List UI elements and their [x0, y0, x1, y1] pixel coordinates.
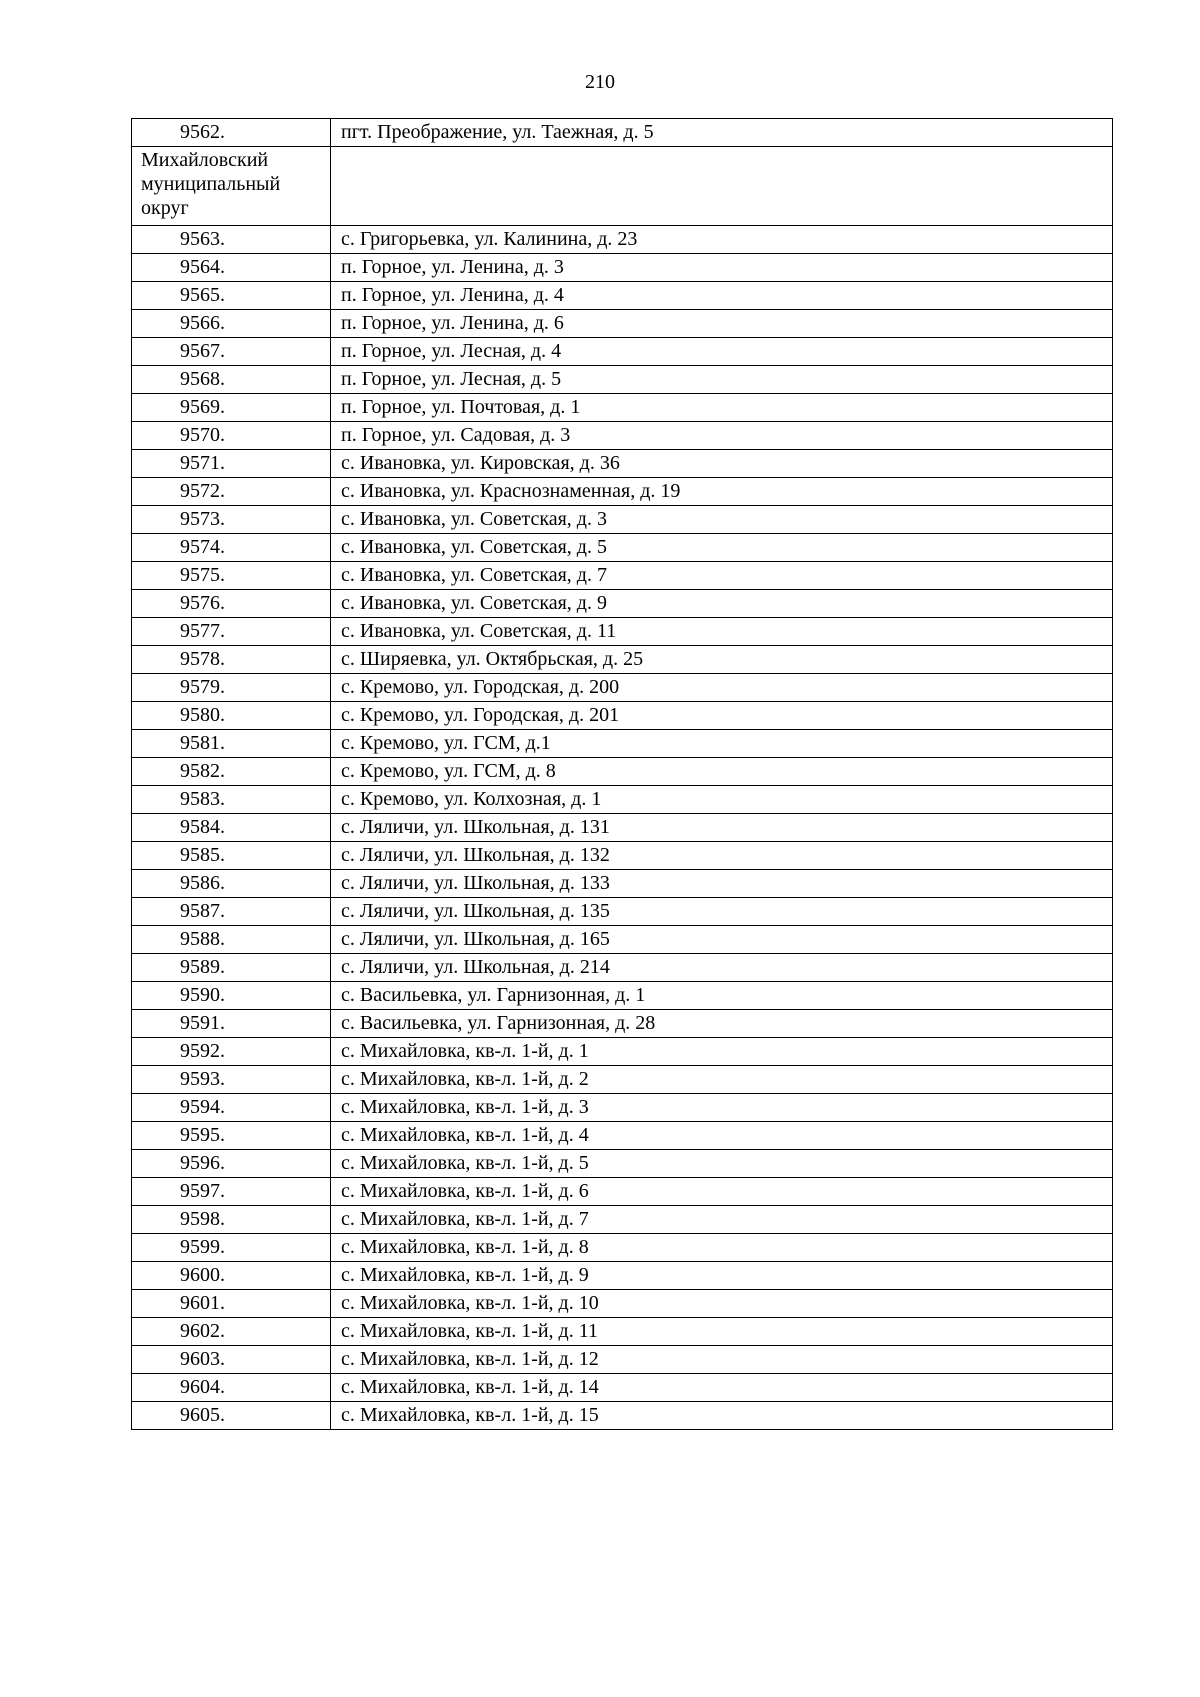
- row-number-cell: 9593.: [132, 1066, 331, 1094]
- table-row: [132, 450, 1113, 478]
- table-row: [132, 310, 1113, 338]
- table-row: [132, 1346, 1113, 1374]
- row-number-cell: 9601.: [132, 1290, 331, 1318]
- group-header-row: [132, 147, 1113, 226]
- table-row: [132, 1038, 1113, 1066]
- row-number-cell: 9600.: [132, 1262, 331, 1290]
- table-row: [132, 226, 1113, 254]
- address-cell: с. Ляличи, ул. Школьная, д. 135: [331, 898, 1113, 926]
- address-cell: с. Ляличи, ул. Школьная, д. 131: [331, 814, 1113, 842]
- address-cell: с. Михайловка, кв-л. 1-й, д. 6: [331, 1178, 1113, 1206]
- table-row: [132, 282, 1113, 310]
- address-cell: с. Кремово, ул. Городская, д. 201: [331, 702, 1113, 730]
- address-cell: п. Горное, ул. Ленина, д. 4: [331, 282, 1113, 310]
- group-name-cell: Михайловский муниципальный округ: [132, 147, 331, 226]
- row-number-cell: 9604.: [132, 1374, 331, 1402]
- address-cell: с. Михайловка, кв-л. 1-й, д. 7: [331, 1206, 1113, 1234]
- row-number-cell: 9599.: [132, 1234, 331, 1262]
- row-number-cell: 9584.: [132, 814, 331, 842]
- row-number-cell: 9582.: [132, 758, 331, 786]
- row-number-cell: 9585.: [132, 842, 331, 870]
- table-row: [132, 1402, 1113, 1430]
- address-cell: п. Горное, ул. Почтовая, д. 1: [331, 394, 1113, 422]
- row-number-cell: 9574.: [132, 534, 331, 562]
- address-cell: п. Горное, ул. Лесная, д. 4: [331, 338, 1113, 366]
- row-number-cell: 9592.: [132, 1038, 331, 1066]
- row-number-cell: 9580.: [132, 702, 331, 730]
- address-cell: с. Ляличи, ул. Школьная, д. 214: [331, 954, 1113, 982]
- table-row: [132, 758, 1113, 786]
- table-row: [132, 786, 1113, 814]
- address-cell: с. Кремово, ул. Городская, д. 200: [331, 674, 1113, 702]
- address-cell: с. Михайловка, кв-л. 1-й, д. 3: [331, 1094, 1113, 1122]
- table-row: [132, 842, 1113, 870]
- row-number-cell: 9602.: [132, 1318, 331, 1346]
- row-number-cell: 9563.: [132, 226, 331, 254]
- row-number-cell: 9597.: [132, 1178, 331, 1206]
- table-row: [132, 674, 1113, 702]
- row-number-cell: 9583.: [132, 786, 331, 814]
- address-cell: с. Григорьевка, ул. Калинина, д. 23: [331, 226, 1113, 254]
- row-number-cell: 9562.: [132, 119, 331, 147]
- group-empty-cell: [331, 147, 1113, 226]
- table-row: [132, 254, 1113, 282]
- row-number-cell: 9578.: [132, 646, 331, 674]
- address-cell: с. Ляличи, ул. Школьная, д. 132: [331, 842, 1113, 870]
- address-cell: с. Ивановка, ул. Кировская, д. 36: [331, 450, 1113, 478]
- table-row: [132, 534, 1113, 562]
- table-row: [132, 1374, 1113, 1402]
- row-number-cell: 9575.: [132, 562, 331, 590]
- address-cell: пгт. Преображение, ул. Таежная, д. 5: [331, 119, 1113, 147]
- row-number-cell: 9605.: [132, 1402, 331, 1430]
- row-number-cell: 9566.: [132, 310, 331, 338]
- row-number-cell: 9579.: [132, 674, 331, 702]
- table-row: [132, 1262, 1113, 1290]
- address-cell: п. Горное, ул. Садовая, д. 3: [331, 422, 1113, 450]
- row-number-cell: 9564.: [132, 254, 331, 282]
- address-cell: с. Ивановка, ул. Советская, д. 3: [331, 506, 1113, 534]
- table-row: [132, 730, 1113, 758]
- table-row: [132, 1234, 1113, 1262]
- address-cell: с. Ивановка, ул. Краснознаменная, д. 19: [331, 478, 1113, 506]
- row-number-cell: 9594.: [132, 1094, 331, 1122]
- row-number-cell: 9586.: [132, 870, 331, 898]
- table-row: [132, 506, 1113, 534]
- address-cell: с. Михайловка, кв-л. 1-й, д. 1: [331, 1038, 1113, 1066]
- page-number: 210: [585, 71, 615, 93]
- table-row: [132, 338, 1113, 366]
- row-number-cell: 9590.: [132, 982, 331, 1010]
- address-table-body: [132, 119, 1113, 1430]
- table-row: [132, 1206, 1113, 1234]
- table-row: [132, 478, 1113, 506]
- address-cell: с. Васильевка, ул. Гарнизонная, д. 1: [331, 982, 1113, 1010]
- table-row: [132, 1122, 1113, 1150]
- row-number-cell: 9588.: [132, 926, 331, 954]
- address-cell: с. Михайловка, кв-л. 1-й, д. 10: [331, 1290, 1113, 1318]
- row-number-cell: 9598.: [132, 1206, 331, 1234]
- row-number-cell: 9571.: [132, 450, 331, 478]
- row-number-cell: 9577.: [132, 618, 331, 646]
- row-number-cell: 9591.: [132, 1010, 331, 1038]
- address-cell: с. Михайловка, кв-л. 1-й, д. 4: [331, 1122, 1113, 1150]
- table-row: [132, 1178, 1113, 1206]
- row-number-cell: 9581.: [132, 730, 331, 758]
- table-row: [132, 1010, 1113, 1038]
- table-row: [132, 1066, 1113, 1094]
- address-cell: с. Ивановка, ул. Советская, д. 11: [331, 618, 1113, 646]
- address-cell: с. Михайловка, кв-л. 1-й, д. 11: [331, 1318, 1113, 1346]
- table-row: [132, 1290, 1113, 1318]
- table-row: [132, 590, 1113, 618]
- table-row: [132, 646, 1113, 674]
- address-cell: с. Михайловка, кв-л. 1-й, д. 12: [331, 1346, 1113, 1374]
- table-row: [132, 422, 1113, 450]
- address-cell: с. Михайловка, кв-л. 1-й, д. 15: [331, 1402, 1113, 1430]
- address-cell: с. Ивановка, ул. Советская, д. 9: [331, 590, 1113, 618]
- address-cell: п. Горное, ул. Ленина, д. 6: [331, 310, 1113, 338]
- address-cell: п. Горное, ул. Ленина, д. 3: [331, 254, 1113, 282]
- address-cell: с. Михайловка, кв-л. 1-й, д. 5: [331, 1150, 1113, 1178]
- row-number-cell: 9565.: [132, 282, 331, 310]
- address-cell: с. Ширяевка, ул. Октябрьская, д. 25: [331, 646, 1113, 674]
- table-row: [132, 562, 1113, 590]
- table-row: [132, 394, 1113, 422]
- address-cell: с. Кремово, ул. ГСМ, д. 8: [331, 758, 1113, 786]
- row-number-cell: 9589.: [132, 954, 331, 982]
- table-row: [132, 1150, 1113, 1178]
- row-number-cell: 9576.: [132, 590, 331, 618]
- table-row: [132, 702, 1113, 730]
- address-cell: с. Ивановка, ул. Советская, д. 5: [331, 534, 1113, 562]
- table-row: [132, 814, 1113, 842]
- table-row: [132, 1318, 1113, 1346]
- table-row: [132, 982, 1113, 1010]
- row-number-cell: 9587.: [132, 898, 331, 926]
- table-row: [132, 870, 1113, 898]
- table-row: [132, 954, 1113, 982]
- row-number-cell: 9595.: [132, 1122, 331, 1150]
- row-number-cell: 9567.: [132, 338, 331, 366]
- row-number-cell: 9596.: [132, 1150, 331, 1178]
- table-row: [132, 119, 1113, 147]
- row-number-cell: 9573.: [132, 506, 331, 534]
- row-number-cell: 9570.: [132, 422, 331, 450]
- address-cell: с. Михайловка, кв-л. 1-й, д. 2: [331, 1066, 1113, 1094]
- address-cell: с. Михайловка, кв-л. 1-й, д. 14: [331, 1374, 1113, 1402]
- address-cell: п. Горное, ул. Лесная, д. 5: [331, 366, 1113, 394]
- table-row: [132, 1094, 1113, 1122]
- row-number-cell: 9568.: [132, 366, 331, 394]
- address-cell: с. Ляличи, ул. Школьная, д. 165: [331, 926, 1113, 954]
- table-row: [132, 366, 1113, 394]
- address-cell: с. Васильевка, ул. Гарнизонная, д. 28: [331, 1010, 1113, 1038]
- table-row: [132, 926, 1113, 954]
- table-row: [132, 898, 1113, 926]
- address-cell: с. Михайловка, кв-л. 1-й, д. 9: [331, 1262, 1113, 1290]
- address-cell: с. Кремово, ул. ГСМ, д.1: [331, 730, 1113, 758]
- address-cell: с. Ивановка, ул. Советская, д. 7: [331, 562, 1113, 590]
- address-cell: с. Ляличи, ул. Школьная, д. 133: [331, 870, 1113, 898]
- address-cell: с. Кремово, ул. Колхозная, д. 1: [331, 786, 1113, 814]
- row-number-cell: 9569.: [132, 394, 331, 422]
- table-row: [132, 618, 1113, 646]
- row-number-cell: 9572.: [132, 478, 331, 506]
- row-number-cell: 9603.: [132, 1346, 331, 1374]
- address-table: [131, 118, 1113, 1430]
- address-cell: с. Михайловка, кв-л. 1-й, д. 8: [331, 1234, 1113, 1262]
